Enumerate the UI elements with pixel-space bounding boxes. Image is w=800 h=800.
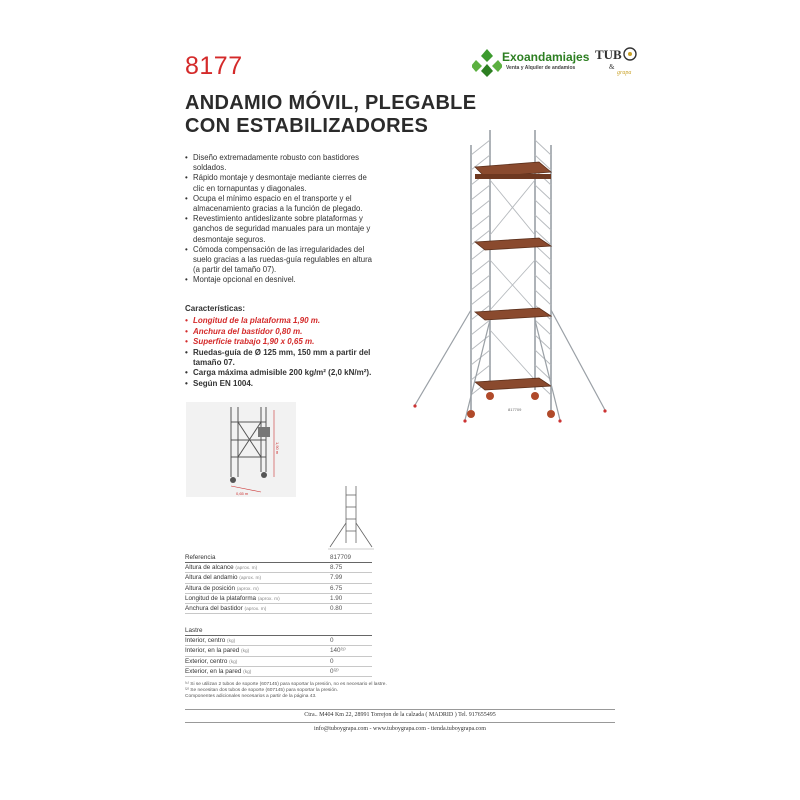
row-label: Referencia [185, 554, 216, 561]
footer-address: Ctra.. M404 Km 22, 28991 Torrejon de la calzada ( MADRID ) Tel. 917655495 [304, 712, 496, 718]
svg-text:&: & [609, 63, 615, 71]
partner-logo [595, 44, 640, 80]
footer-contacts: info@tuboygrapa.com - www.tuboygrapa.com - tienda.tuboygrapa.com [314, 726, 486, 732]
dimension-height: 1,90 m [275, 442, 280, 455]
row-label: Altura de alcance [185, 564, 234, 572]
footnote: ⁽¹⁾ Si se utilizan 2 tubos de soporte (607145) para soportar la presión, no es necesario el lastre. [185, 682, 387, 687]
feature-item: • Montaje opcional en desnivel. [185, 275, 380, 285]
row-unit: (aprox. m) [239, 576, 262, 582]
row-label: Altura de posición [185, 584, 236, 592]
title-line-2: CON ESTABILIZADORES [185, 115, 429, 137]
model-label: 817709 [508, 407, 522, 412]
row-unit: (kg) [229, 659, 238, 665]
characteristic-highlight: • Anchura del bastidor 0,80 m. [185, 327, 395, 337]
row-value: 140⁽¹⁾ [330, 647, 346, 655]
row-label: Longitud de la plataforma [185, 594, 257, 602]
row-label: Interior, centro [185, 637, 226, 645]
feature-item: • Cómoda compensación de las irregularidades del suelo gracias a las ruedas-guía regulables en altura (a partir del tamaño 07). [185, 245, 380, 276]
row-unit: (aprox. m) [235, 566, 258, 572]
spec-table [185, 553, 372, 614]
feature-item: • Diseño extremadamente robusto con bastidores soldados. [185, 153, 380, 173]
row-unit: (aprox. m) [244, 606, 267, 612]
row-value: 8.75 [330, 564, 343, 572]
table-row [185, 563, 372, 573]
row-unit: (kg) [241, 649, 250, 655]
table-row [185, 604, 372, 614]
detail-drawing [186, 402, 296, 497]
table-row [185, 594, 372, 604]
feature-item: • Ocupa el mínimo espacio en el transporte y el almacenamiento gracias a la función de plegado. [185, 194, 380, 214]
characteristic-item: • Ruedas-guía de Ø 125 mm, 150 mm a partir del tamaño 07. [185, 348, 395, 369]
platform [475, 308, 551, 320]
row-unit: (aprox. m) [236, 586, 259, 592]
characteristic-item: • Carga máxima admisible 200 kg/m² (2,0 kN/m²). [185, 368, 395, 378]
brand-leaf-icon [472, 46, 502, 78]
row-value: 7.99 [330, 574, 343, 582]
table-row [185, 584, 372, 594]
footnote: Componentes adicionales necesarios a partir de la página 43. [185, 694, 317, 699]
footer-divider [185, 722, 615, 723]
row-unit: (aprox. m) [257, 596, 280, 602]
row-label: Altura del andamio [185, 574, 238, 582]
row-label: Interior, en la pared [185, 647, 240, 655]
wheel-icon [547, 410, 555, 418]
characteristic-highlight: • Longitud de la plataforma 1,90 m. [185, 316, 395, 326]
row-label: Exterior, centro [185, 657, 228, 665]
table-row [185, 646, 372, 656]
row-value: 0 [330, 637, 334, 645]
table-row [185, 626, 372, 636]
feature-item: • Rápido montaje y desmontaje mediante cierres de clic en tornapuntas y diagonales. [185, 173, 380, 193]
brand-name: Exoandamiajes [502, 50, 590, 64]
row-value: 0.80 [330, 604, 343, 612]
table-row [185, 636, 372, 646]
dimension-width: 0,65 m [236, 491, 249, 496]
wheel-icon [467, 410, 475, 418]
row-unit: (kg) [243, 669, 252, 675]
row-label: Anchura del bastidor [185, 604, 243, 612]
footer-divider [185, 709, 615, 710]
row-unit: (kg) [227, 639, 236, 645]
ballast-table [185, 626, 372, 677]
wheel-icon [531, 392, 539, 400]
characteristics [185, 304, 395, 389]
row-label: Exterior, en la pared [185, 667, 242, 675]
svg-text:TUB: TUB [595, 47, 622, 62]
table-row [185, 657, 372, 667]
row-value: 817709 [330, 554, 352, 561]
table-row [185, 553, 372, 563]
characteristic-highlight: • Superficie trabajo 1,90 x 0,65 m. [185, 337, 395, 347]
scaffold-thumbnail [328, 483, 374, 551]
ballast-heading: Lastre [185, 627, 203, 634]
characteristic-item: • Según EN 1004. [185, 379, 395, 389]
table-row [185, 573, 372, 583]
platform [475, 378, 551, 390]
scaffold-illustration [405, 120, 620, 430]
footnotes [185, 682, 415, 700]
platform [475, 238, 551, 250]
product-code: 8177 [185, 52, 243, 80]
row-value: 0 [330, 657, 334, 665]
row-value: 1.90 [330, 594, 343, 602]
feature-item: • Revestimiento antideslizante sobre plataformas y ganchos de seguridad manuales para un montaje y desmontaje seguros. [185, 214, 380, 245]
brand-logo [472, 44, 592, 80]
title-line-1: ANDAMIO MÓVIL, PLEGABLE [185, 92, 477, 114]
characteristics-heading: Características: [185, 304, 246, 313]
svg-text:grapa: grapa [617, 70, 632, 76]
feature-list [185, 153, 380, 286]
brand-tagline: Venta y Alquiler de andamios [506, 65, 576, 71]
footnote: ⁽²⁾ Se necesitan dos tubos de soporte (607145) para soportar la presión. [185, 688, 339, 693]
row-value: 6.75 [330, 584, 343, 592]
table-row [185, 667, 372, 677]
row-value: 0⁽²⁾ [330, 667, 339, 675]
wheel-icon [486, 392, 494, 400]
platform [475, 162, 551, 179]
